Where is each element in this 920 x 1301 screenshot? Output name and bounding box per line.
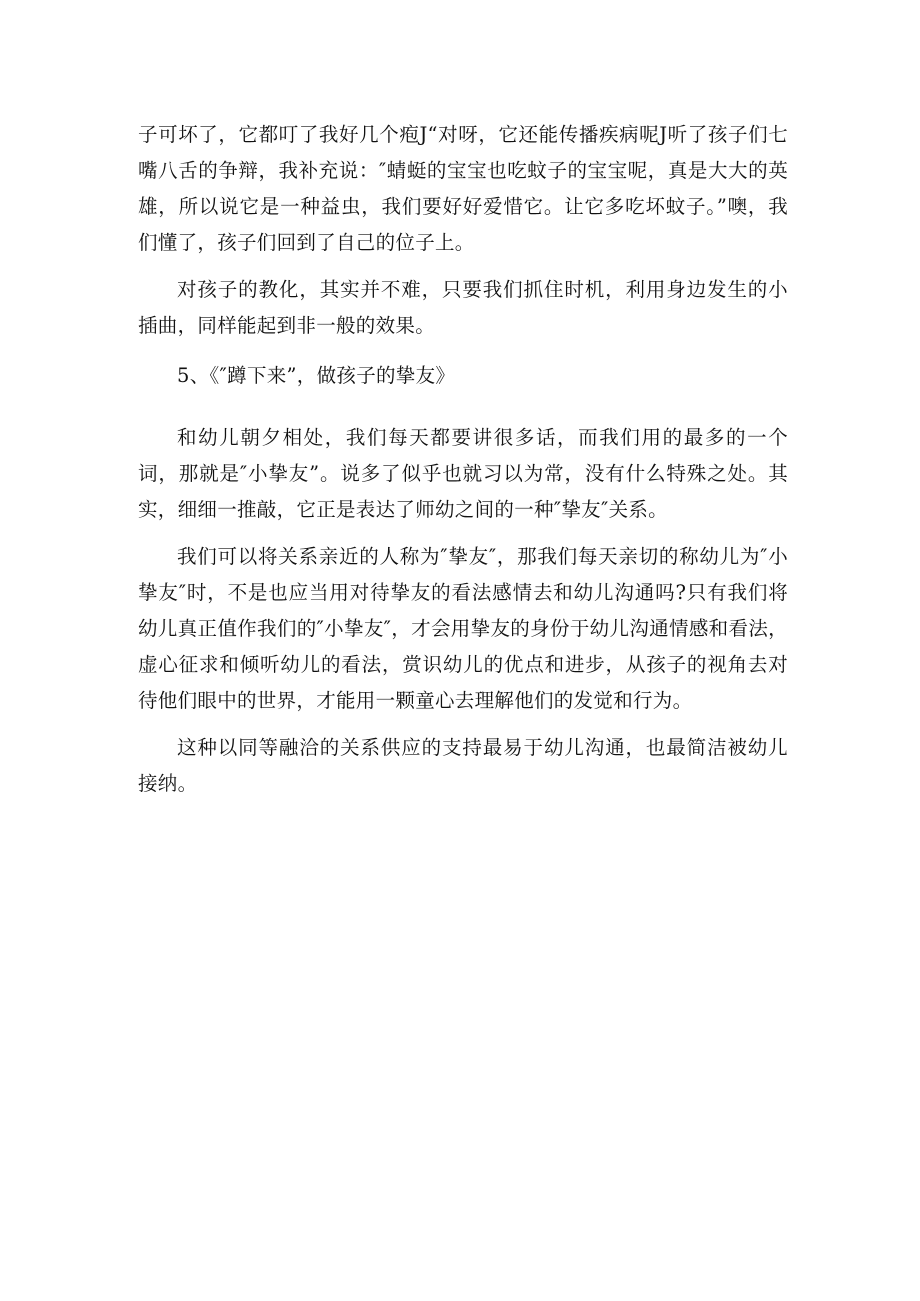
paragraph-dragonfly-story: 子可坏了，它都叮了我好几个疱J“对呀，它还能传播疾病呢J听了孩子们七嘴八舌的争辩，我补充说：″蜻蜓的宝宝也吃蚊子的宝宝呢，真是大大的英雄，所以说它是一种益虫，我们要好好爱惜它。让它多吃坏蚊子。”噢，我们懂了，孩子们回到了自己的位子上。: [138, 123, 788, 254]
paragraph-communication: 我们可以将关系亲近的人称为″挚友″，那我们每天亲切的称幼儿为″小挚友″时，不是也应当用对待挚友的看法感情去和幼儿沟通吗?只有我们将幼儿真正值作我们的″小挚友″，才会用挚友的身份于幼儿沟通情感和看法，虚心征求和倾听幼儿的看法，赏识幼儿的优点和进步，从孩子的视角去对待他们眼中的世界，才能用一颗童心去理解他们的发觉和行为。: [138, 545, 788, 712]
document-body: [138, 117, 788, 802]
paragraph-little-friend: 和幼儿朝夕相处，我们每天都要讲很多话，而我们用的最多的一个词，那就是″小挚友”。说多了似乎也就习以为常，没有什么特殊之处。其实，细细一推敲，它正是表达了师幼之间的一种″挚友″关系。: [138, 426, 788, 521]
paragraph-education-moment: 对孩子的教化，其实并不难，只要我们抓住时机，利用身边发生的小插曲，同样能起到非一般的效果。: [138, 278, 788, 337]
section-heading: 5、《″蹲下来”，做孩子的挚友》: [177, 364, 456, 387]
paragraph-conclusion: 这种以同等融洽的关系供应的支持最易于幼儿沟通，也最简洁被幼儿接纳。: [138, 736, 788, 795]
